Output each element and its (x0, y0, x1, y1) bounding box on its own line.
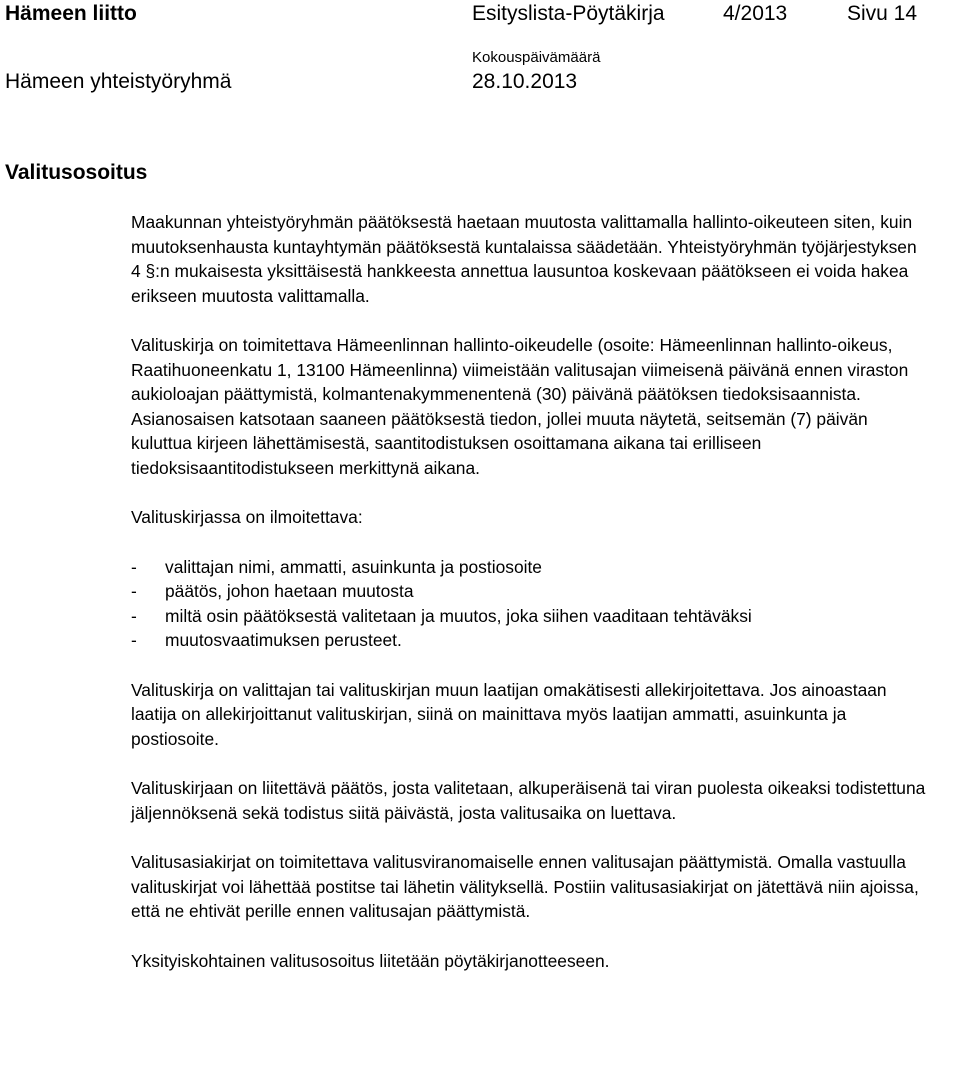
meeting-number: 4/2013 (723, 2, 788, 25)
list-item (131, 555, 931, 580)
meeting-date: 28.10.2013 (472, 70, 578, 93)
paragraph: Valituskirjaan on liitettävä päätös, josta valitetaan, alkuperäisenä tai viran puolesta oikeaksi todistettuna jäljennöksenä sekä todistus siitä päivästä, josta valitusaika on luettava. (131, 778, 926, 823)
requirements-list (131, 555, 931, 653)
paragraph: Valituskirja on toimitettava Hämeenlinnan hallinto-oikeudelle (osoite: Hämeenlinnan hallinto-oikeus, Raatihuoneenkatu 1, 13100 Hämeenlinna) viimeistään valitusajan viimeisenä päivänä ennen viraston aukioloajan päättymistä, kolmantenakymmenentenä (30) päivänä päätöksen tiedoksisaannista. Asianosaisen katsotaan saaneen päätöksestä tiedon, jollei muuta näytetä, seitsemän (7) päivän kuluttua kirjeen lähettämisestä, saantitodistuksen osoittamana aikana tai erilliseen tiedoksisaantitodistukseen merkittynä aikana. (131, 335, 909, 478)
list-item (131, 579, 931, 604)
list-marker: - (131, 581, 137, 601)
list-item (131, 628, 931, 653)
list-item-text: miltä osin päätöksestä valitetaan ja muutos, joka siihen vaaditaan tehtäväksi (165, 605, 752, 626)
paragraph: Yksityiskohtainen valitusosoitus liitetään pöytäkirjanotteeseen. (131, 950, 610, 971)
organization-name: Hämeen liitto (5, 2, 137, 25)
list-marker: - (131, 605, 137, 626)
paragraph: Valituskirjassa on ilmoitettava: (131, 507, 363, 527)
paragraph: Valitusasiakirjat on toimitettava valitusviranomaiselle ennen valitusajan päättymistä. Omalla vastuulla valituskirjat voi lähettää postitse tai lähetin välityksellä. Postiin valitusasiakirjat on jätettävä niin ajoissa, että ne ehtivät perille ennen valitusajan päättymistä. (131, 852, 919, 921)
paragraph: Maakunnan yhteistyöryhmän päätöksestä haetaan muutosta valittamalla hallinto-oikeuteen siten, kuin muutoksenhausta kuntayhtymän päätöksestä kuntalaissa säädetään. Yhteistyöryhmän työjärjestyksen 4 §:n mukaisesta yksittäisestä hankkeesta annettua lausuntoa koskevaan päätökseen ei voida hakea erikseen muutosta valittamalla. (131, 212, 917, 306)
list-item (131, 604, 931, 629)
document-type: Esityslista-Pöytäkirja (472, 2, 665, 25)
list-item-text: valittajan nimi, ammatti, asuinkunta ja postiosoite (165, 556, 542, 577)
list-marker: - (131, 556, 137, 577)
list-item-text: päätös, johon haetaan muutosta (165, 581, 414, 601)
page-number: Sivu 14 (847, 2, 918, 25)
paragraph: Valituskirja on valittajan tai valituskirjan muun laatijan omakätisesti allekirjoitettava. Jos ainoastaan laatija on allekirjoittanut valituskirjan, siinä on mainittava myös laatijan ammatti, asuinkunta ja postiosoite. (131, 679, 887, 749)
subgroup-name: Hämeen yhteistyöryhmä (5, 70, 232, 93)
document-body (131, 210, 931, 973)
section-title: Valitusosoitus (5, 161, 148, 184)
meeting-date-label: Kokouspäivämäärä (472, 49, 601, 66)
list-item-text: muutosvaatimuksen perusteet. (165, 630, 402, 650)
list-marker: - (131, 630, 137, 650)
